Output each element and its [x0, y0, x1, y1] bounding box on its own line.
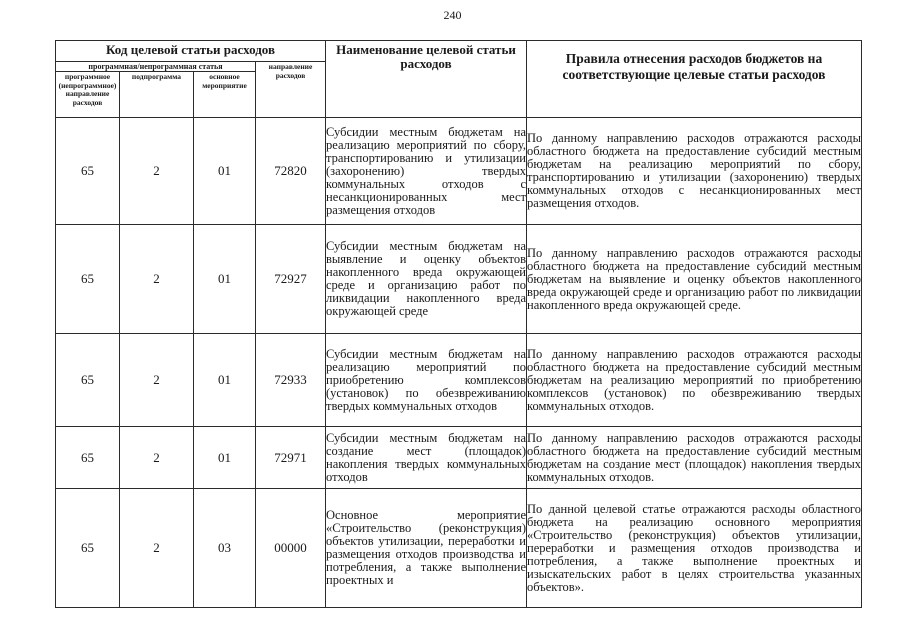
cell-rule: По данному направлению расходов отражаются расходы областного бюджета на предоставление субсидий местным бюджетам на реализацию мероприятий по сбору, транспортированию и утилизации (захоронению) твердых коммунальных отходов с несанкционированных мест размещения отходов.	[527, 118, 862, 225]
header-program-group: программная/непрограммная статья	[56, 62, 256, 72]
cell-rule: По данному направлению расходов отражаются расходы областного бюджета на предоставление субсидий местным бюджетам на выявление и оценку объектов накопленного вреда окружающей среде и организацию работ по ликвидации накопленного вреда окружающей среде.	[527, 225, 862, 334]
cell-subprogram: 2	[120, 489, 194, 608]
header-name: Наименование целевой статьи расходов	[326, 41, 527, 118]
cell-direction: 72927	[256, 225, 326, 334]
cell-rule: По данной целевой статье отражаются расходы областного бюджета на реализацию основного мероприятия «Строительство (реконструкция) объектов утилизации, переработки и размещения отходов производства и потребления, а также выполнение проектных и изыскательских работ в целях строительства указанных объектов».	[527, 489, 862, 608]
cell-direction: 72933	[256, 334, 326, 427]
cell-subprogram: 2	[120, 225, 194, 334]
header-code-group: Код целевой статьи расходов	[56, 41, 326, 62]
cell-name: Субсидии местным бюджетам на реализацию мероприятий по приобретению комплексов (установок) по обезвреживанию твердых коммунальных отходов	[326, 334, 527, 427]
cell-name: Субсидии местным бюджетам на реализацию мероприятий по сбору, транспортированию и утилизации (захоронению) твердых коммунальных отходов с несанкционированных мест размещения отходов	[326, 118, 527, 225]
cell-activity: 01	[194, 334, 256, 427]
cell-activity: 01	[194, 225, 256, 334]
table-row	[56, 489, 862, 608]
cell-subprogram: 2	[120, 334, 194, 427]
cell-direction: 72971	[256, 427, 326, 489]
cell-name: Основное мероприятие «Строительство (реконструкция) объектов утилизации, переработки и размещения отходов производства и потребления, а также выполнение проектных и	[326, 489, 527, 608]
header-main-activity: основное мероприятие	[194, 72, 256, 118]
cell-program: 65	[56, 118, 120, 225]
header-direction: направление расходов	[256, 62, 326, 118]
cell-program: 65	[56, 334, 120, 427]
table-row	[56, 427, 862, 489]
page-number: 240	[443, 8, 462, 22]
cell-subprogram: 2	[120, 427, 194, 489]
cell-activity: 01	[194, 118, 256, 225]
cell-program: 65	[56, 489, 120, 608]
table-row	[56, 118, 862, 225]
header-rules: Правила отнесения расходов бюджетов на соответствующие целевые статьи расходов	[527, 41, 862, 118]
header-program: программное (непрограммное) направление расходов	[56, 72, 120, 118]
cell-rule: По данному направлению расходов отражаются расходы областного бюджета на предоставление субсидий местным бюджетам на реализацию мероприятий по приобретению комплексов (установок) по обезвреживанию твердых коммунальных отходов.	[527, 334, 862, 427]
cell-subprogram: 2	[120, 118, 194, 225]
header-subprogram: подпрограмма	[120, 72, 194, 118]
cell-program: 65	[56, 427, 120, 489]
cell-activity: 03	[194, 489, 256, 608]
cell-name: Субсидии местным бюджетам на выявление и оценку объектов накопленного вреда окружающей среде и организацию работ по ликвидации накопленного вреда окружающей среде	[326, 225, 527, 334]
table-row	[56, 334, 862, 427]
table-row	[56, 225, 862, 334]
cell-direction: 00000	[256, 489, 326, 608]
cell-rule: По данному направлению расходов отражаются расходы областного бюджета на предоставление субсидий местным бюджетам на создание мест (площадок) накопления твердых коммунальных отходов.	[527, 427, 862, 489]
budget-classification-table	[55, 40, 862, 608]
cell-program: 65	[56, 225, 120, 334]
cell-direction: 72820	[256, 118, 326, 225]
cell-activity: 01	[194, 427, 256, 489]
cell-name: Субсидии местным бюджетам на создание мест (площадок) накопления твердых коммунальных отходов	[326, 427, 527, 489]
